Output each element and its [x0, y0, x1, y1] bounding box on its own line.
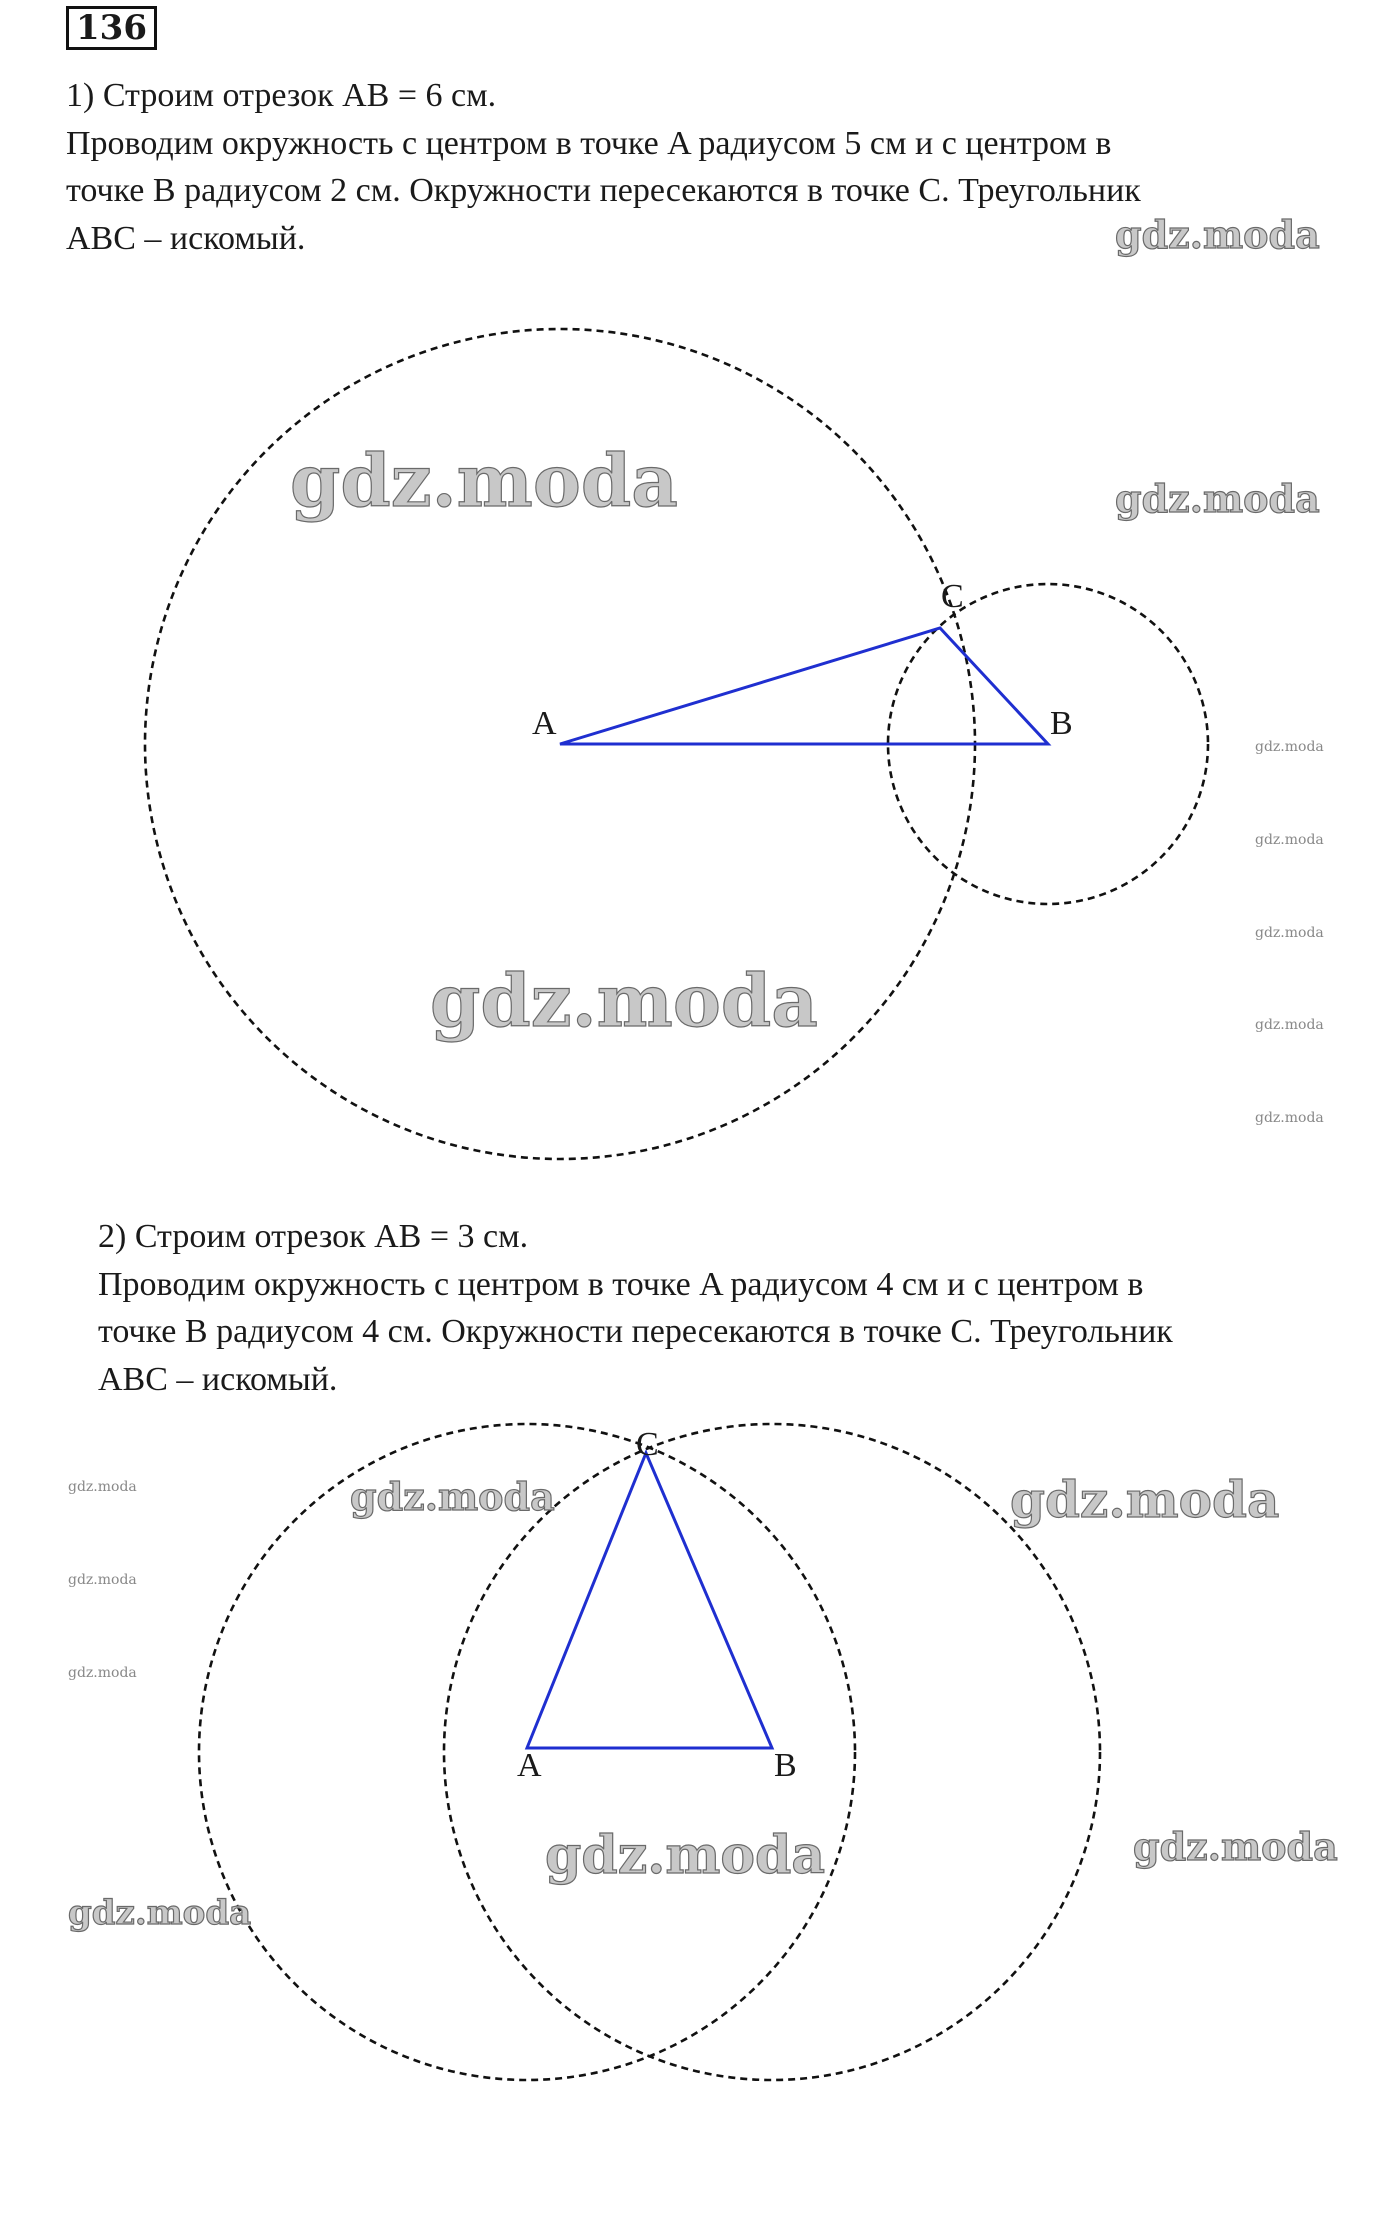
point-label-a: A: [532, 705, 557, 742]
watermark: gdz.moda: [68, 1479, 137, 1495]
part2-line1: 2) Строим отрезок AB = 3 см.: [98, 1218, 529, 1255]
part1-line2: Проводим окружность с центром в точке A радиусом 5 см и с центром в: [66, 124, 1112, 162]
problem-number: 136: [66, 6, 157, 50]
watermark: gdz.moda: [68, 1893, 252, 1933]
watermark: gdz.moda: [1115, 476, 1320, 521]
watermark: gdz.moda: [68, 1665, 137, 1681]
watermark: gdz.moda: [1133, 1824, 1338, 1869]
diagram-2: [199, 1424, 1100, 2080]
watermark: gdz.moda: [545, 1825, 826, 1886]
point-label-c: C: [941, 578, 964, 615]
watermark: gdz.moda: [1255, 925, 1324, 941]
watermark: gdz.moda: [1255, 1017, 1324, 1033]
watermark: gdz.moda: [350, 1474, 555, 1519]
watermark: gdz.moda: [68, 1572, 137, 1588]
part1-line4: ABC – искомый.: [66, 219, 306, 257]
watermark: gdz.moda: [290, 438, 678, 523]
part2-line2: Проводим окружность с центром в точке A радиусом 4 см и с центром в: [98, 1265, 1144, 1303]
part1-line1: 1) Строим отрезок AB = 6 см.: [66, 77, 497, 114]
watermark: gdz.moda: [1010, 1470, 1280, 1529]
point-label-c: C: [636, 1426, 659, 1463]
point-label-b: B: [1050, 705, 1073, 742]
circle-center-b: [444, 1424, 1100, 2080]
watermark: gdz.moda: [1255, 832, 1324, 848]
watermark: gdz.moda: [430, 958, 818, 1043]
part1-line3: точке B радиусом 2 см. Окружности пересекаются в точке C. Треугольник: [66, 172, 1141, 209]
point-label-b: B: [774, 1747, 797, 1784]
watermark: gdz.moda: [1255, 739, 1324, 755]
part2-line4: ABC – искомый.: [98, 1360, 338, 1398]
watermark: gdz.moda: [1115, 212, 1320, 257]
watermark: gdz.moda: [1255, 1110, 1324, 1126]
point-label-a: A: [517, 1747, 542, 1784]
triangle-abc: [560, 628, 1048, 744]
part2-line3: точке B радиусом 4 см. Окружности пересекаются в точке C. Треугольник: [98, 1313, 1173, 1350]
